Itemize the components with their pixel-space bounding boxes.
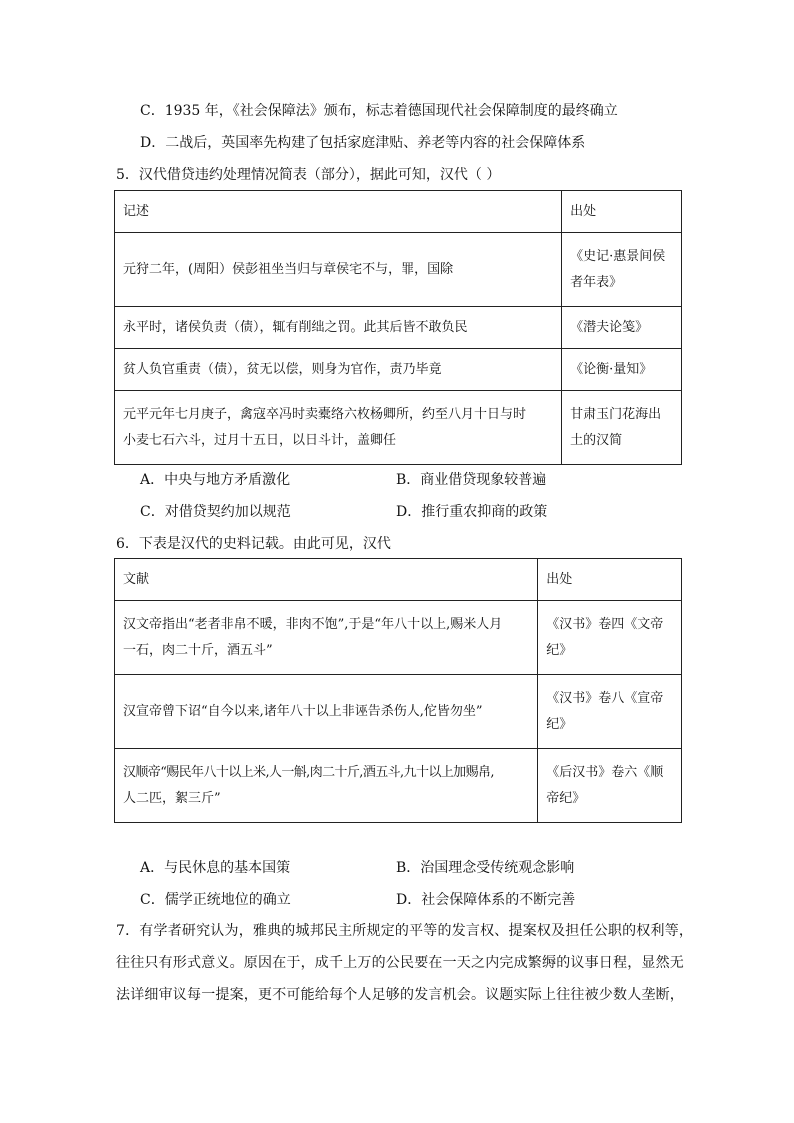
q7-paragraph	[116, 915, 693, 1011]
q7-line: 7．有学者研究认为，雅典的城邦民主所规定的平等的发言权、提案权及担任公职的权利等，	[116, 923, 694, 939]
table-cell-source	[562, 307, 682, 349]
table-cell-record	[115, 233, 562, 307]
table-cell-source	[562, 349, 682, 391]
cell-line: 汉宣帝曾下诏“自今以来,诸年八十以上非诬告杀伤人,佗皆勿坐”	[123, 703, 483, 719]
cell-line: 纪》	[546, 716, 573, 732]
cell-line: 元平元年七月庚子，禽寇卒冯时卖橐络六枚杨卿所，约至八月十日与时	[123, 406, 527, 422]
q4-option-c: C．1935 年，《社会保障法》颁布，标志着德国现代社会保障制度的最终确立	[140, 103, 618, 119]
cell-line: 纪》	[546, 642, 573, 658]
cell-line: 汉顺帝“赐民年八十以上米,人一斛,肉二十斤,酒五斗,九十以上加赐帛,	[123, 764, 494, 780]
cell-line: 《论衡·量知》	[570, 361, 653, 377]
table-cell-source	[538, 749, 682, 823]
q5-stem: 5．汉代借贷违约处理情况简表（部分），据此可知，汉代（ ）	[116, 167, 501, 183]
table-header-row	[115, 191, 682, 233]
table-cell-source	[538, 601, 682, 675]
q5-header-source: 出处	[562, 191, 682, 233]
table-row	[115, 749, 682, 823]
cell-line: 者年表》	[570, 274, 623, 290]
q6-option-a: A．与民休息的基本国策	[140, 860, 291, 876]
q5-option-a: A．中央与地方矛盾激化	[140, 472, 291, 488]
q6-option-b: B．治国理念受传统观念影响	[396, 860, 575, 876]
table-cell-record	[115, 675, 538, 749]
cell-line: 人二匹，絮三斤”	[123, 790, 221, 806]
table-cell-record	[115, 749, 538, 823]
q5-table	[114, 190, 682, 465]
q6-option-d: D．社会保障体系的不断完善	[396, 892, 576, 908]
table-cell-source	[562, 391, 682, 465]
cell-line: 《汉书》卷八《宣帝	[546, 690, 664, 706]
q6-stem: 6．下表是汉代的史料记载。由此可见，汉代	[116, 536, 391, 552]
q6-header-record: 文献	[115, 559, 538, 601]
table-row	[115, 391, 682, 465]
q5-option-b: B．商业借贷现象较普遍	[396, 472, 547, 488]
cell-line: 《史记·惠景间侯	[570, 248, 666, 264]
q4-option-d: D．二战后，英国率先构建了包括家庭津贴、养老等内容的社会保障体系	[140, 135, 586, 151]
cell-line: 永平时，诸侯负责（债），辄有削绌之罚。此其后皆不敢负民	[123, 319, 468, 335]
cell-line: 《潜夫论笺》	[570, 319, 649, 335]
cell-line: 元狩二年，(周阳）侯彭祖坐当归与章侯宅不与，罪，国除	[123, 261, 454, 277]
table-row	[115, 349, 682, 391]
q6-header-source: 出处	[538, 559, 682, 601]
q7-line: 法详细审议每一提案，更不可能给每个人足够的发言机会。议题实际上往往被少数人垄断，	[116, 987, 684, 1003]
table-cell-record	[115, 601, 538, 675]
table-cell-record	[115, 349, 562, 391]
cell-line: 贫人负官重责（债），贫无以偿，则身为官作，责乃毕竟	[123, 361, 442, 377]
cell-line: 汉文帝指出“老者非帛不暖，非肉不饱”,于是“年八十以上,赐米人月	[123, 616, 503, 632]
table-cell-record	[115, 307, 562, 349]
q5-option-d: D．推行重农抑商的政策	[396, 504, 548, 520]
table-row	[115, 233, 682, 307]
cell-line: 帝纪》	[546, 790, 586, 806]
table-row	[115, 675, 682, 749]
cell-line: 小麦七石六斗，过月十五日，以日斗计，盖卿任	[123, 432, 397, 448]
q6-option-c: C．儒学正统地位的确立	[140, 892, 291, 908]
cell-line: 甘肃玉门花海出	[570, 406, 662, 422]
cell-line: 一石，肉二十斤，酒五斗”	[123, 642, 273, 658]
table-row	[115, 601, 682, 675]
cell-line: 土的汉简	[570, 432, 623, 448]
table-header-row	[115, 559, 682, 601]
q5-option-c: C．对借贷契约加以规范	[140, 504, 291, 520]
table-row	[115, 307, 682, 349]
q7-line: 往往只有形式意义。原因在于，成千上万的公民要在一天之内完成繁缛的议事日程，显然无	[116, 955, 684, 971]
table-cell-source	[538, 675, 682, 749]
cell-line: 《汉书》卷四《文帝	[546, 616, 664, 632]
table-cell-source	[562, 233, 682, 307]
q5-header-record: 记述	[115, 191, 562, 233]
q6-table	[114, 558, 682, 823]
cell-line: 《后汉书》卷六《顺	[546, 764, 664, 780]
table-cell-record	[115, 391, 562, 465]
